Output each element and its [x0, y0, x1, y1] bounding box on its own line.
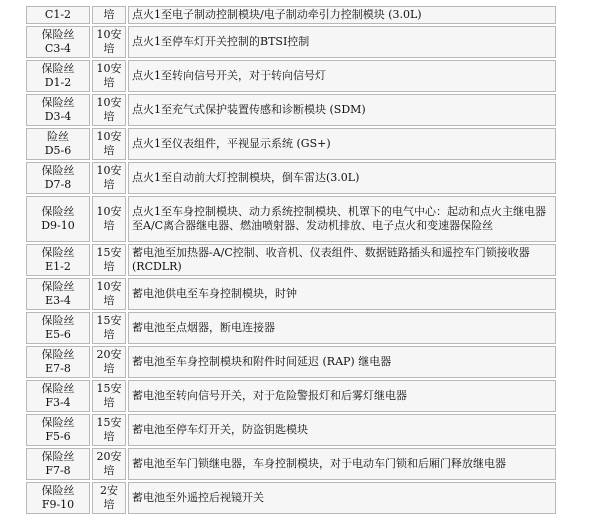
fuse-id-text: 保险丝 [41, 348, 75, 361]
fuse-id-cell [26, 380, 90, 412]
circuit-description-cell [128, 380, 556, 412]
fuse-row [26, 380, 556, 412]
amperage-text: 培 [103, 362, 115, 375]
circuit-description-text: 点火1至充气式保护装置传感和诊断模块 (SDM) [132, 103, 366, 116]
fuse-id-text: C1-2 [44, 8, 72, 21]
amperage-text: 20安 [96, 348, 122, 361]
amperage-text: 培 [103, 144, 115, 157]
fuse-id-cell [26, 244, 90, 276]
fuse-id-text: F3-4 [45, 396, 71, 409]
fuse-id-cell [26, 6, 90, 24]
fuse-id-text: E5-6 [45, 328, 71, 341]
circuit-description-text: 蓄电池至点烟器，断电连接器 [132, 321, 275, 334]
fuse-id-text: 保险丝 [41, 62, 75, 75]
fuse-id-text: E3-4 [45, 294, 71, 307]
amperage-cell [92, 6, 126, 24]
amperage-text: 培 [103, 430, 115, 443]
fuse-id-text: 保险丝 [41, 416, 75, 429]
amperage-text: 10安 [96, 130, 122, 143]
fuse-id-text: E1-2 [45, 260, 71, 273]
amperage-cell [92, 312, 126, 344]
fuse-row [26, 278, 556, 310]
circuit-description-cell [128, 162, 556, 194]
fuse-row [26, 196, 556, 242]
amperage-text: 10安 [96, 62, 122, 75]
fuse-row [26, 414, 556, 446]
fuse-id-text: D7-8 [44, 178, 72, 191]
circuit-description-cell [128, 94, 556, 126]
fuse-id-text: F9-10 [41, 498, 75, 511]
fuse-table-body [26, 6, 556, 514]
amperage-text: 10安 [96, 96, 122, 109]
amperage-text: 15安 [96, 314, 122, 327]
circuit-description-cell [128, 414, 556, 446]
amperage-text: 培 [103, 219, 115, 232]
amperage-text: 培 [103, 396, 115, 409]
fuse-id-text: 保险丝 [41, 28, 75, 41]
circuit-description-text: 点火1至转向信号开关，对于转向信号灯 [132, 69, 326, 82]
fuse-row [26, 312, 556, 344]
fuse-id-text: E7-8 [45, 362, 71, 375]
circuit-description-text: 点火1至自动前大灯控制模块，倒车雷达(3.0L) [132, 171, 360, 184]
circuit-description-text: 蓄电池至车身控制模块和附件时间延迟 (RAP) 继电器 [132, 355, 392, 368]
circuit-description-text: 蓄电池供电至车身控制模块，时钟 [132, 287, 297, 300]
circuit-description-text: 蓄电池至加热器-A/C控制、收音机、仪表组件、数据链路插头和遥控车门锁接收器 (RCDLR) [132, 246, 530, 273]
amperage-text: 15安 [96, 246, 122, 259]
fuse-id-text: 保险丝 [41, 280, 75, 293]
fuse-id-cell [26, 312, 90, 344]
amperage-cell [92, 278, 126, 310]
amperage-text: 20安 [96, 450, 122, 463]
fuse-row [26, 162, 556, 194]
fuse-row [26, 94, 556, 126]
amperage-text: 培 [103, 110, 115, 123]
fuse-id-text: D1-2 [44, 76, 72, 89]
amperage-cell [92, 128, 126, 160]
fuse-id-cell [26, 346, 90, 378]
circuit-description-text: 蓄电池至停车灯开关，防盗钥匙模块 [132, 423, 308, 436]
circuit-description-cell [128, 346, 556, 378]
fuse-row [26, 128, 556, 160]
amperage-text: 10安 [96, 28, 122, 41]
circuit-description-cell [128, 26, 556, 58]
circuit-description-cell [128, 278, 556, 310]
fuse-id-text: D9-10 [41, 219, 75, 232]
fuse-row [26, 244, 556, 276]
circuit-description-cell [128, 60, 556, 92]
amperage-text: 培 [103, 178, 115, 191]
fuse-row [26, 60, 556, 92]
fuse-id-text: 保险丝 [41, 484, 75, 497]
amperage-cell [92, 448, 126, 480]
amperage-cell [92, 26, 126, 58]
fuse-row [26, 448, 556, 480]
amperage-text: 培 [103, 498, 115, 511]
amperage-text: 15安 [96, 416, 122, 429]
fuse-id-text: 保险丝 [41, 246, 75, 259]
fuse-id-text: C3-4 [44, 42, 72, 55]
circuit-description-text: 点火1至停车灯开关控制的BTSI控制 [132, 35, 310, 48]
circuit-description-text: 蓄电池至转向信号开关，对于危险警报灯和后雾灯继电器 [132, 389, 407, 402]
circuit-description-cell [128, 6, 556, 24]
fuse-id-cell [26, 482, 90, 514]
amperage-text: 培 [103, 260, 115, 273]
fuse-id-cell [26, 60, 90, 92]
circuit-description-cell [128, 482, 556, 514]
fuse-id-text: F5-6 [45, 430, 71, 443]
circuit-description-cell [128, 312, 556, 344]
amperage-cell [92, 94, 126, 126]
fuse-id-text: 险丝 [47, 130, 69, 143]
amperage-text: 15安 [96, 382, 122, 395]
amperage-cell [92, 346, 126, 378]
amperage-text: 培 [103, 42, 115, 55]
fuse-id-cell [26, 128, 90, 160]
amperage-cell [92, 414, 126, 446]
amperage-text: 培 [103, 76, 115, 89]
fuse-id-cell [26, 162, 90, 194]
fuse-id-text: D5-6 [44, 144, 72, 157]
fuse-id-text: 保险丝 [41, 164, 75, 177]
amperage-cell [92, 380, 126, 412]
amperage-text: 培 [103, 328, 115, 341]
fuse-id-cell [26, 94, 90, 126]
circuit-description-text: 蓄电池至车门锁继电器，车身控制模块，对于电动车门锁和后厢门释放继电器 [132, 457, 506, 470]
fuse-id-cell [26, 26, 90, 58]
fuse-table [24, 4, 558, 516]
amperage-text: 2安 [100, 484, 118, 497]
fuse-id-text: F7-8 [45, 464, 71, 477]
fuse-row [26, 26, 556, 58]
amperage-cell [92, 482, 126, 514]
fuse-row [26, 482, 556, 514]
fuse-id-cell [26, 448, 90, 480]
circuit-description-cell [128, 196, 556, 242]
circuit-description-text: 蓄电池至外遥控后视镜开关 [132, 491, 264, 504]
fuse-id-text: 保险丝 [41, 96, 75, 109]
amperage-cell [92, 60, 126, 92]
circuit-description-text: 点火1至电子制动控制模块/电子制动牵引力控制模块 (3.0L) [132, 8, 422, 21]
circuit-description-cell [128, 128, 556, 160]
circuit-description-cell [128, 448, 556, 480]
amperage-text: 10安 [96, 205, 122, 218]
fuse-id-text: 保险丝 [41, 205, 75, 218]
amperage-text: 培 [103, 294, 115, 307]
fuse-id-text: 保险丝 [41, 382, 75, 395]
fuse-row [26, 346, 556, 378]
amperage-cell [92, 196, 126, 242]
amperage-cell [92, 162, 126, 194]
circuit-description-cell [128, 244, 556, 276]
fuse-id-cell [26, 278, 90, 310]
circuit-description-text: 点火1至仪表组件，平视显示系统 (GS+) [132, 137, 331, 150]
amperage-text: 10安 [96, 164, 122, 177]
amperage-text: 10安 [96, 280, 122, 293]
amperage-text: 培 [103, 8, 115, 21]
fuse-id-cell [26, 414, 90, 446]
circuit-description-text: 点火1至车身控制模块、动力系统控制模块、机罩下的电气中心：起动和点火主继电器至A/C离合器继电器、燃油喷射器、发动机排放、电子点火和变速器保险丝 [132, 205, 546, 232]
fuse-id-text: 保险丝 [41, 314, 75, 327]
fuse-id-cell [26, 196, 90, 242]
amperage-cell [92, 244, 126, 276]
fuse-id-text: 保险丝 [41, 450, 75, 463]
fuse-row [26, 6, 556, 24]
amperage-text: 培 [103, 464, 115, 477]
fuse-id-text: D3-4 [44, 110, 72, 123]
